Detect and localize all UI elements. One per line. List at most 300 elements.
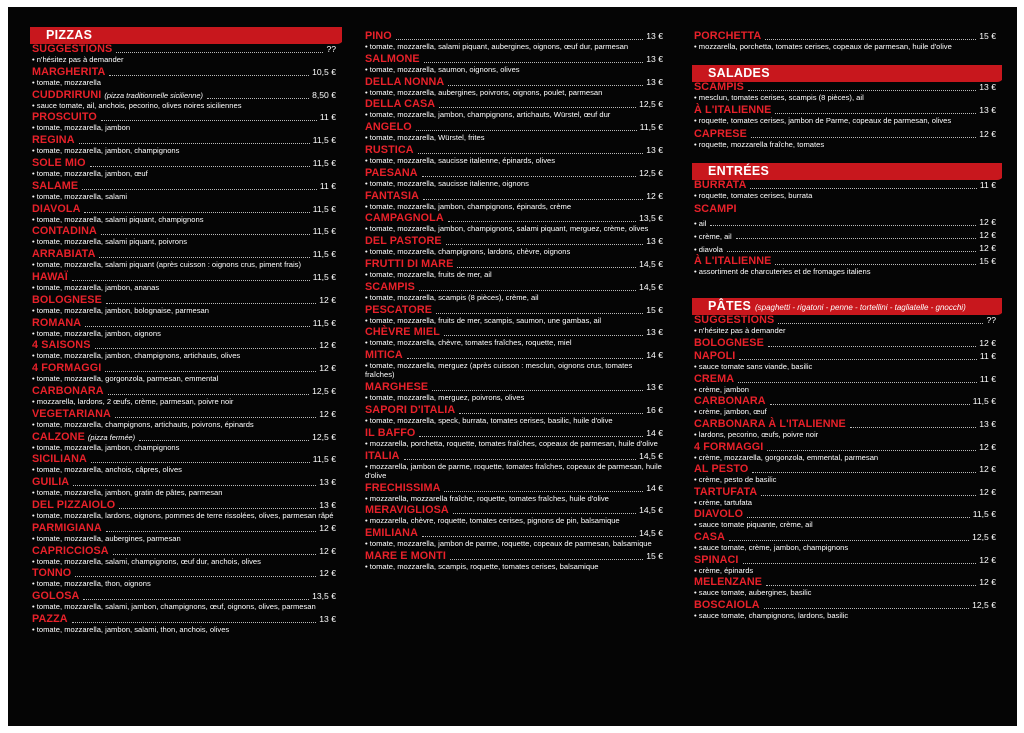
item-price: 14,5 € bbox=[639, 281, 663, 292]
menu-item bbox=[30, 181, 342, 201]
dot-leader bbox=[453, 513, 636, 514]
menu-item bbox=[363, 451, 669, 480]
dot-leader bbox=[736, 238, 977, 239]
item-name: EMILIANA bbox=[365, 527, 418, 540]
item-description: • crème, tartufata bbox=[694, 497, 752, 507]
item-name: CAPRICCIOSA bbox=[32, 544, 109, 557]
dot-leader bbox=[99, 257, 309, 258]
menu-item bbox=[692, 204, 1002, 254]
menu-item bbox=[363, 528, 669, 548]
item-description: • lardons, pecorino, œufs, poivre noir bbox=[694, 429, 819, 439]
section-header-pizzas bbox=[30, 27, 342, 44]
dot-leader bbox=[419, 436, 643, 437]
item-price: 14,5 € bbox=[639, 528, 663, 539]
dot-leader bbox=[778, 323, 983, 324]
item-note: (pizza traditionnelle sicilienne) bbox=[104, 90, 203, 100]
dot-leader bbox=[457, 267, 636, 268]
item-price: 12 € bbox=[979, 128, 996, 139]
item-description: • tomate, mozzarella, salami piquant (après cuisson : oignons crus, piment frais) bbox=[32, 260, 301, 270]
item-name: DELLA NONNA bbox=[365, 75, 445, 88]
item-name: SPINACI bbox=[694, 553, 739, 566]
item-price: 12 € bbox=[979, 441, 996, 452]
menu-item bbox=[363, 327, 669, 347]
item-description: • tomate, mozzarella, merguez, poivrons, olives bbox=[365, 393, 525, 403]
column-pizzas-1 bbox=[30, 7, 342, 726]
item-description: • n'hésitez pas à demander bbox=[32, 55, 124, 64]
item-description: • tomate, mozzarella, jambon de parme, roquette, copeaux de parmesan, balsamique bbox=[365, 539, 652, 549]
menu-item bbox=[692, 419, 1002, 439]
item-name: GUILIA bbox=[32, 476, 70, 489]
item-price: 15 € bbox=[979, 256, 996, 267]
item-description: • tomate, mozzarella, gorgonzola, parmesan, emmental bbox=[32, 374, 219, 384]
item-description: • tomate, mozzarella, anchois, câpres, olives bbox=[32, 465, 182, 475]
sub-option-row bbox=[694, 229, 996, 241]
item-name: PINO bbox=[365, 30, 392, 42]
section-header-pates bbox=[692, 298, 1002, 315]
menu-item bbox=[363, 305, 669, 325]
item-name: NAPOLI bbox=[694, 350, 736, 363]
item-name: MARGHERITA bbox=[32, 65, 106, 78]
item-price: 14 € bbox=[646, 482, 663, 493]
pizza-list-continued bbox=[363, 31, 669, 571]
item-description: • n'hésitez pas à demander bbox=[694, 326, 786, 336]
item-description: • sauce tomate sans viande, basilic bbox=[694, 362, 813, 372]
dot-leader bbox=[752, 472, 976, 473]
item-price: 13 € bbox=[646, 144, 663, 155]
dot-leader bbox=[775, 264, 976, 265]
dot-leader bbox=[448, 221, 636, 222]
item-name: MARGHESE bbox=[365, 381, 429, 394]
item-description: • tomate, mozzarella, fruits de mer, scampis, saumon, une gambas, ail bbox=[365, 315, 602, 325]
item-name: ITALIA bbox=[365, 449, 400, 462]
item-name: PESCATORE bbox=[365, 303, 433, 316]
menu-item bbox=[692, 180, 1002, 200]
item-price: 10,5 € bbox=[312, 66, 336, 77]
item-name: REGINA bbox=[32, 134, 75, 147]
item-name: SICILIANA bbox=[32, 453, 87, 466]
dot-leader bbox=[101, 120, 317, 121]
dot-leader bbox=[418, 153, 644, 154]
item-price: 11,5 € bbox=[639, 122, 663, 133]
menu-item bbox=[363, 405, 669, 425]
item-description: • crème, jambon, œuf bbox=[694, 407, 767, 417]
item-price: 12,5 € bbox=[972, 599, 996, 610]
menu-item bbox=[363, 54, 669, 74]
item-description: • roquette, mozzarella fraîche, tomates bbox=[694, 139, 825, 149]
menu-item bbox=[30, 272, 342, 292]
menu-item bbox=[363, 122, 669, 142]
item-description: • mozzarella, mozzarella fraîche, roquette, tomates fraîches, huile d'olive bbox=[365, 493, 609, 503]
item-name: CAMPAGNOLA bbox=[365, 212, 444, 225]
item-description: • tomate, mozzarella, saumon, oignons, olives bbox=[365, 64, 520, 74]
menu-item bbox=[692, 396, 1002, 416]
item-description: • tomate, mozzarella, jambon, bolognaise, parmesan bbox=[32, 305, 209, 315]
dot-leader bbox=[422, 536, 636, 537]
menu-item bbox=[30, 546, 342, 566]
item-name: CALZONE bbox=[32, 430, 85, 443]
section-header-salades bbox=[692, 65, 1002, 82]
item-name: FRECHISSIMA bbox=[365, 481, 441, 494]
item-name: SALAME bbox=[32, 179, 79, 192]
item-name: 4 FORMAGGI bbox=[32, 362, 102, 375]
menu-item bbox=[363, 551, 669, 571]
menu-item bbox=[692, 487, 1002, 507]
item-name: CARBONARA bbox=[32, 384, 104, 397]
item-price: 12 € bbox=[319, 568, 336, 579]
item-description: • tomate, mozzarella, scampis, roquette, tomates cerises, balsamique bbox=[365, 561, 599, 571]
section-subtitle: (spaghetti - rigatoni - penne - tortellini - tagliatelle - gnocchi) bbox=[754, 303, 966, 313]
item-description: • tomate, mozzarella, fruits de mer, ail bbox=[365, 269, 492, 279]
item-price: 12,5 € bbox=[972, 531, 996, 542]
dot-leader bbox=[768, 346, 976, 347]
item-description: • tomate, mozzarella, jambon, oignons bbox=[32, 328, 161, 338]
item-price: 12 € bbox=[319, 363, 336, 374]
menu-item bbox=[30, 112, 342, 132]
dot-leader bbox=[84, 212, 309, 213]
menu-item bbox=[30, 340, 342, 360]
item-description: • mesclun, tomates cerises, scampis (8 pièces), ail bbox=[694, 93, 864, 103]
item-name: SOLE MIO bbox=[32, 156, 86, 169]
dot-leader bbox=[743, 563, 977, 564]
menu-sheet bbox=[8, 7, 1017, 726]
menu-item bbox=[692, 509, 1002, 529]
item-description: • mozzarella, porchetta, tomates cerises, copeaux de parmesan, huile d'olive bbox=[694, 42, 952, 51]
item-name: SALMONE bbox=[365, 52, 420, 65]
menu-item bbox=[692, 129, 1002, 149]
item-description: • sauce tomate piquante, crème, ail bbox=[694, 520, 813, 530]
item-name: DIAVOLO bbox=[694, 508, 744, 521]
section-title: PÂTES bbox=[708, 299, 752, 314]
item-description: • tomate, mozzarella, saucisse italienne, épinards, olives bbox=[365, 155, 556, 165]
item-description: • mozzarella, chèvre, roquette, tomates cerises, pignons de pin, balsamique bbox=[365, 516, 620, 526]
item-price: 12,5 € bbox=[639, 99, 663, 110]
item-description: • crème, pesto de basilic bbox=[694, 475, 777, 485]
item-price: 12 € bbox=[319, 522, 336, 533]
menu-item bbox=[363, 282, 669, 302]
item-description: • crème, épinards bbox=[694, 565, 754, 575]
item-description: • tomate, mozzarella, jambon, champignons, épinards, crème bbox=[365, 201, 572, 211]
item-description: • tomate, mozzarella, jambon, œuf bbox=[32, 168, 148, 178]
dot-leader bbox=[109, 75, 309, 76]
menu-item bbox=[363, 382, 669, 402]
dot-leader bbox=[72, 280, 310, 281]
item-description: • tomate, mozzarella, jambon, salami, thon, anchois, olives bbox=[32, 624, 230, 634]
item-price: 11 € bbox=[979, 373, 996, 384]
item-price: 12,5 € bbox=[639, 167, 663, 178]
dot-leader bbox=[750, 188, 976, 189]
menu-item bbox=[363, 77, 669, 97]
item-name: TARTUFATA bbox=[694, 485, 758, 498]
item-description: • tomate, mozzarella, jambon, champignons, artichauts, Würstel, œuf dur bbox=[365, 110, 611, 120]
dot-leader bbox=[444, 335, 643, 336]
item-price: 11,5 € bbox=[312, 317, 336, 328]
item-name: MELENZANE bbox=[694, 576, 763, 589]
item-price: ?? bbox=[986, 315, 996, 326]
item-price: 13 € bbox=[646, 31, 663, 41]
item-price: 12 € bbox=[979, 464, 996, 475]
dot-leader bbox=[72, 622, 317, 623]
menu-item bbox=[30, 318, 342, 338]
item-name: CARBONARA À L'ITALIENNE bbox=[694, 417, 846, 430]
item-price: 8,50 € bbox=[312, 89, 336, 100]
item-name: À L'ITALIENNE bbox=[694, 255, 772, 268]
dot-leader bbox=[775, 113, 976, 114]
item-name: RUSTICA bbox=[365, 143, 414, 156]
item-price: 11,5 € bbox=[312, 203, 336, 214]
menu-item bbox=[692, 82, 1002, 102]
dot-leader bbox=[729, 540, 969, 541]
item-price: 13 € bbox=[979, 105, 996, 116]
item-name: SCAMPIS bbox=[365, 280, 415, 293]
dot-leader bbox=[738, 382, 977, 383]
menu-item bbox=[363, 505, 669, 525]
item-description: • tomate, mozzarella, champignons, lardons, chèvre, oignons bbox=[365, 247, 571, 257]
menu-item bbox=[30, 67, 342, 87]
menu-item bbox=[363, 213, 669, 233]
menu-item bbox=[692, 600, 1002, 620]
item-description: • mozzarella, porchetta, roquette, tomates fraîches, copeaux de parmesan, huile d'olive bbox=[365, 438, 658, 448]
dot-leader bbox=[119, 508, 316, 509]
item-price: 13 € bbox=[319, 477, 336, 488]
item-description: • tomate, mozzarella, aubergines, parmesan bbox=[32, 533, 181, 543]
item-description: • tomate, mozzarella, jambon, champignons, artichauts, olives bbox=[32, 351, 241, 361]
item-description: • tomate, mozzarella, saucisse italienne, oignons bbox=[365, 178, 529, 188]
item-price: 12 € bbox=[319, 408, 336, 419]
menu-item bbox=[30, 409, 342, 429]
sub-option-price: 12 € bbox=[979, 243, 996, 254]
item-name: À L'ITALIENNE bbox=[694, 104, 772, 117]
item-description: • tomate, mozzarella, salami piquant, aubergines, oignons, œuf dur, parmesan bbox=[365, 42, 629, 51]
item-price: 11 € bbox=[319, 180, 336, 191]
item-name: MITICA bbox=[365, 349, 403, 362]
item-name: 4 FORMAGGI bbox=[694, 440, 764, 453]
item-description: • tomate, mozzarella, salami piquant, champignons bbox=[32, 214, 204, 224]
menu-item bbox=[363, 168, 669, 188]
item-description: • tomate, mozzarella, jambon, champignons, salami piquant, merguez, crème, olives bbox=[365, 224, 649, 234]
item-description: • tomate, mozzarella, salami piquant, poivrons bbox=[32, 237, 188, 247]
item-description: • assortiment de charcuteries et de fromages italiens bbox=[694, 267, 871, 277]
menu-item bbox=[363, 99, 669, 119]
sub-option-label: • diavola bbox=[694, 244, 723, 254]
dot-leader bbox=[207, 98, 309, 99]
item-name: ARRABIATA bbox=[32, 248, 96, 261]
dot-leader bbox=[95, 348, 317, 349]
item-name: CARBONARA bbox=[694, 395, 766, 408]
item-description: • tomate, mozzarella, champignons, artichauts, poivrons, épinards bbox=[32, 419, 254, 429]
item-description: • tomate, mozzarella, salami, champignons, œuf dur, anchois, olives bbox=[32, 556, 261, 566]
menu-item bbox=[30, 226, 342, 246]
dot-leader bbox=[79, 143, 310, 144]
menu-item bbox=[30, 568, 342, 588]
menu-item bbox=[30, 249, 342, 269]
dot-leader bbox=[82, 189, 317, 190]
item-name: FANTASIA bbox=[365, 189, 419, 202]
item-name: PROSCUITO bbox=[32, 111, 97, 124]
item-name: VEGETARIANA bbox=[32, 407, 111, 420]
item-name: DEL PASTORE bbox=[365, 235, 442, 248]
item-price: ?? bbox=[326, 44, 336, 54]
section-title: SALADES bbox=[708, 66, 770, 81]
menu-item bbox=[692, 338, 1002, 349]
item-description: • sauce tomate, champignons, lardons, basilic bbox=[694, 610, 849, 620]
item-price: 11,5 € bbox=[312, 271, 336, 282]
menu-item bbox=[363, 428, 669, 448]
item-price: 12,5 € bbox=[312, 431, 336, 442]
menu-item bbox=[363, 31, 669, 51]
item-price: 13 € bbox=[979, 418, 996, 429]
item-name: CONTADINA bbox=[32, 225, 97, 238]
dot-leader bbox=[115, 417, 316, 418]
menu-item bbox=[692, 442, 1002, 462]
item-name: CAPRESE bbox=[694, 127, 747, 140]
item-description: • tomate, mozzarella, jambon, ananas bbox=[32, 282, 160, 292]
menu-item bbox=[692, 351, 1002, 371]
dot-leader bbox=[747, 517, 970, 518]
item-name: BURRATA bbox=[694, 178, 747, 191]
item-price: 13,5 € bbox=[312, 591, 336, 602]
sub-option-row bbox=[694, 242, 996, 254]
item-name: CASA bbox=[694, 530, 725, 543]
item-name: BOSCAIOLA bbox=[694, 598, 760, 611]
item-name: CREMA bbox=[694, 372, 735, 385]
item-description: • sauce tomate, aubergines, basilic bbox=[694, 588, 812, 598]
section-header-entrees bbox=[692, 163, 1002, 180]
item-price: 11,5 € bbox=[312, 454, 336, 465]
dot-leader bbox=[419, 290, 636, 291]
section-title: PIZZAS bbox=[46, 28, 93, 42]
dot-leader bbox=[106, 531, 316, 532]
pizza-list bbox=[30, 44, 342, 634]
item-name: DIAVOLA bbox=[32, 202, 81, 215]
item-price: 12 € bbox=[979, 486, 996, 497]
dot-leader bbox=[407, 358, 643, 359]
dot-leader bbox=[450, 559, 643, 560]
dot-leader bbox=[91, 462, 310, 463]
item-name: PAZZA bbox=[32, 612, 68, 625]
dot-leader bbox=[106, 303, 316, 304]
item-price: 11 € bbox=[979, 351, 996, 362]
dot-leader bbox=[446, 244, 644, 245]
item-name: AL PESTO bbox=[694, 463, 749, 476]
item-name: PORCHETTA bbox=[694, 30, 762, 42]
item-description: • tomate, mozzarella, merguez (après cuisson : mesclun, oignons crus, tomates fraîches) bbox=[365, 361, 633, 380]
pizza-list-end bbox=[692, 31, 1002, 51]
item-description: • tomate, mozzarella, thon, oignons bbox=[32, 579, 151, 589]
dot-leader bbox=[75, 576, 316, 577]
item-price: 13 € bbox=[646, 53, 663, 64]
item-name: SCAMPIS bbox=[694, 81, 744, 94]
menu-item bbox=[363, 259, 669, 279]
item-name: TONNO bbox=[32, 567, 72, 580]
item-price: 11,5 € bbox=[312, 157, 336, 168]
item-description: • tomate, mozzarella, salami bbox=[32, 191, 128, 201]
item-price: 14 € bbox=[646, 427, 663, 438]
dot-leader bbox=[767, 450, 976, 451]
dot-leader bbox=[416, 130, 637, 131]
menu-item bbox=[30, 158, 342, 178]
item-description: • tomate, mozzarella bbox=[32, 77, 101, 87]
dot-leader bbox=[727, 251, 976, 252]
menu-item bbox=[363, 236, 669, 256]
item-name: CHÈVRE MIEL bbox=[365, 326, 440, 339]
item-description: • tomate, mozzarella, salami, jambon, champignons, œuf, oignons, olives, parmesan bbox=[32, 602, 316, 612]
dot-leader bbox=[444, 491, 643, 492]
item-price: 14,5 € bbox=[639, 450, 663, 461]
item-price: 11,5 € bbox=[312, 226, 336, 237]
item-price: 14,5 € bbox=[639, 505, 663, 516]
menu-item bbox=[30, 432, 342, 452]
item-description: • roquette, tomates cerises, burrata bbox=[694, 190, 813, 200]
dot-leader bbox=[396, 39, 643, 40]
menu-item bbox=[363, 483, 669, 503]
dot-leader bbox=[850, 427, 976, 428]
menu-item bbox=[30, 454, 342, 474]
item-price: 13 € bbox=[646, 236, 663, 247]
item-name: ANGELO bbox=[365, 121, 412, 134]
dot-leader bbox=[85, 326, 310, 327]
item-price: 13 € bbox=[319, 613, 336, 624]
item-description: • tomate, mozzarella, aubergines, poivrons, oignons, poulet, parmesan bbox=[365, 87, 603, 97]
menu-item bbox=[363, 145, 669, 165]
menu-item bbox=[30, 90, 342, 110]
dot-leader bbox=[105, 371, 316, 372]
item-price: 13 € bbox=[646, 327, 663, 338]
sub-option-row bbox=[694, 216, 996, 228]
item-price: 11,5 € bbox=[312, 249, 336, 260]
salades-list bbox=[692, 82, 1002, 149]
menu-item bbox=[30, 477, 342, 497]
menu-item bbox=[692, 464, 1002, 484]
dot-leader bbox=[448, 85, 643, 86]
item-price: 12 € bbox=[319, 340, 336, 351]
item-description: • sauce tomate, crème, jambon, champignons bbox=[694, 542, 849, 552]
sub-option-price: 12 € bbox=[979, 230, 996, 241]
item-name: SUGGESTIONS bbox=[694, 314, 775, 327]
pates-list bbox=[692, 315, 1002, 620]
item-description: • mozzarella, lardons, 2 œufs, crème, parmesan, poivre noir bbox=[32, 396, 234, 406]
item-description: • tomate, mozzarella, jambon, champignons bbox=[32, 442, 180, 452]
item-name: FRUTTI DI MARE bbox=[365, 257, 454, 270]
item-price: 12 € bbox=[979, 577, 996, 588]
menu-item bbox=[30, 614, 342, 634]
dot-leader bbox=[765, 39, 976, 40]
menu-item bbox=[30, 523, 342, 543]
item-name: BOLOGNESE bbox=[694, 336, 764, 349]
item-description: • sauce tomate, ail, anchois, pecorino, olives noires siciliennes bbox=[32, 100, 242, 110]
item-price: 12 € bbox=[979, 337, 996, 348]
item-description: • tomate, mozzarella, Würstel, frites bbox=[365, 133, 485, 143]
dot-leader bbox=[404, 459, 637, 460]
item-price: 13 € bbox=[319, 499, 336, 510]
item-price: 15 € bbox=[646, 304, 663, 315]
dot-leader bbox=[436, 313, 643, 314]
menu-item bbox=[30, 135, 342, 155]
menu-item bbox=[692, 577, 1002, 597]
menu-item bbox=[692, 315, 1002, 335]
item-price: 13 € bbox=[979, 82, 996, 93]
item-price: 15 € bbox=[979, 31, 996, 41]
item-name: SAPORI D'ITALIA bbox=[365, 403, 456, 416]
item-description: • tomate, mozzarella, scampis (8 pièces), crème, ail bbox=[365, 292, 539, 302]
item-description: • tomate, mozzarella, jambon, champignons bbox=[32, 146, 180, 156]
dot-leader bbox=[73, 485, 316, 486]
dot-leader bbox=[748, 90, 976, 91]
item-name: HAWAÏ bbox=[32, 270, 68, 283]
item-price: 11 € bbox=[319, 112, 336, 123]
item-name: BOLOGNESE bbox=[32, 293, 102, 306]
item-name: ROMANA bbox=[32, 316, 82, 329]
dot-leader bbox=[423, 199, 643, 200]
